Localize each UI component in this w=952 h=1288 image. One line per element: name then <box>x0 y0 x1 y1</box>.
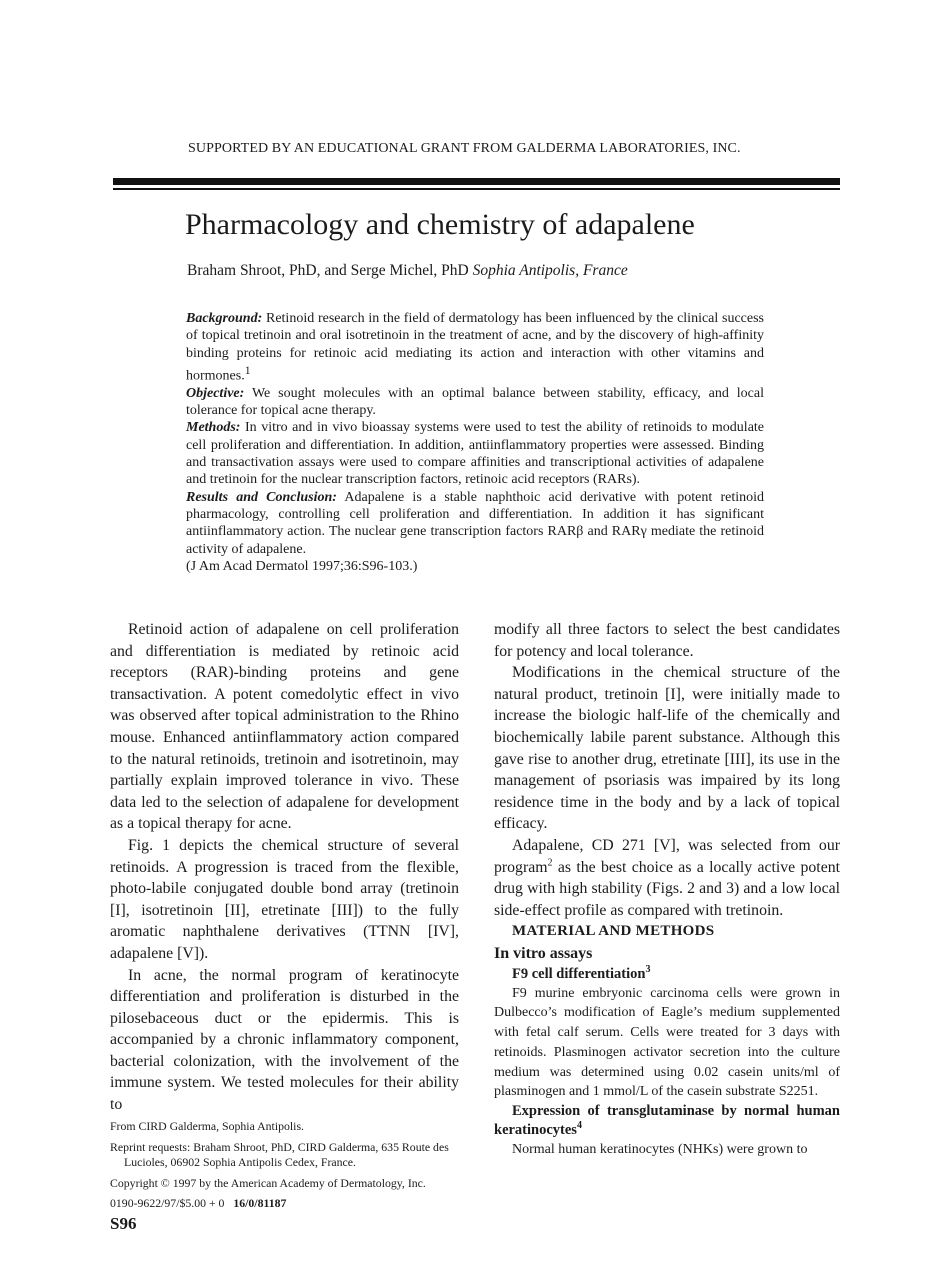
abstract <box>186 310 764 575</box>
footnotes <box>110 1119 460 1217</box>
results-label: Results and Conclusion: <box>186 489 337 505</box>
section-heading: MATERIAL AND METHODS <box>512 923 715 940</box>
page-number: S96 <box>110 1214 137 1233</box>
transglutaminase-heading: Expression of transglutaminase by normal human keratinocytes$^4$ <box>494 1103 840 1139</box>
article-title: Pharmacology and chemistry of adapalene <box>185 208 695 241</box>
f9-paragraph: F9 murine embryonic carcinoma cells were grown in Dulbecco’s modification of Eagle’s medium supplemented with fetal calf serum. Cells were treated for 3 days with retinoids. Plasminogen activator secretion into the culture medium was determined using 0.02 casein units/ml of plasminogen and 1 mmol/L of the casein substrate S2251. <box>494 985 840 1100</box>
footnote-issn: 0190-9622/97/$5.00 + 0 16/0/81187 <box>110 1196 287 1211</box>
author-line <box>187 262 628 280</box>
body-paragraph: Fig. 1 depicts the chemical structure of several retinoids. A progression is traced from the flexible, photo-labile conjugated double bond array (tretinoin [I], isotretinoin [II], etretinate [III]) to the fully aromatic naphthalene derivatives (TTNN [IV], adapalene [V]). <box>110 836 459 962</box>
subsection-heading: In vitro assays <box>494 944 593 962</box>
body-paragraph: Modifications in the chemical structure of the natural product, tretinoin [I], were initially made to increase the biologic half-life of the chemically and biochemically labile parent substance. Although this gave rise to another drug, etretinate [III], its use in the management of psoriasis was impaired by its long residence time in the body and by a lack of topical efficacy. <box>494 664 840 833</box>
grant-banner: SUPPORTED BY AN EDUCATIONAL GRANT FROM GALDERMA LABORATORIES, INC. <box>188 141 741 156</box>
reference-marker: 4 <box>576 1120 582 1132</box>
body-paragraph: Retinoid action of adapalene on cell proliferation and differentiation is mediated by retinoic acid receptors (RAR)-binding proteins and gene transactivation. A potent comedolytic effect in vivo was observed after topical administration to the Rhino mouse. Enhanced antiinflammatory action compared to the natural retinoids, tretinoin and isotretinoin, may partially explain improved tolerance in vivo. These data led to the selection of adapalene for development as a topical therapy for acne. <box>110 621 459 833</box>
body-paragraph: modify all three factors to select the best candidates for potency and local tolerance. <box>494 621 840 660</box>
right-column <box>494 619 840 1160</box>
body-paragraph: In acne, the normal program of keratinocyte differentiation and proliferation is disturbed in the pilosebaceous duct or the epidermis. This is accompanied by a chronic inflammatory component, bacterial colonization, with the involvement of the immune system. We tested molecules for their ability to <box>110 966 459 1114</box>
header-rule-thin <box>113 188 840 190</box>
body-paragraph: Adapalene, CD 271 [V], was selected from our program$^2$ as the best choice as a locally active potent drug with high stability (Figs. 2 and 3) and a low local side-effect profile as compared with tretinoin. <box>494 836 840 919</box>
abstract-objective: Objective: We sought molecules with an optimal balance between stability, efficacy, and local tolerance for topical acne therapy. <box>186 385 765 419</box>
methods-label: Methods: <box>186 420 241 436</box>
background-label: Background: <box>186 311 263 326</box>
affiliation: Sophia Antipolis, France <box>472 262 628 279</box>
reference-marker: 2 <box>547 857 553 869</box>
abstract-results: Results and Conclusion: Adapalene is a stable naphthoic acid derivative with potent retinoid pharmacology, controlling cell proliferation and differentiation. In addition it has significant antiinflammatory action. The nuclear gene transcription factors RARβ and RARγ mediate the retinoid activity of adapalene. <box>186 489 764 557</box>
reference-marker: 3 <box>645 963 651 975</box>
authors: Braham Shroot, PhD, and Serge Michel, PhD <box>187 262 469 279</box>
article-code: 16/0/81187 <box>233 1196 287 1211</box>
abstract-background: Background: Retinoid research in the field of dermatology has been influenced by the clinical success of topical tretinoin and oral isotretinoin in the treatment of acne, and by the discovery of high-affinity binding proteins for retinoic acid mediating its action and interaction with other vitamins and hormones.$^1$ <box>186 311 764 384</box>
f9-heading: F9 cell differentiation$^3$ <box>512 963 651 982</box>
footnote-reprint: Reprint requests: Braham Shroot, PhD, CIRD Galderma, 635 Route des Lucioles, 06902 Sophia Antipolis Cedex, France. <box>110 1139 449 1170</box>
header-rule-thick <box>113 178 840 185</box>
reference-marker: 1 <box>244 363 251 377</box>
footnote-from: From CIRD Galderma, Sophia Antipolis. <box>110 1119 304 1133</box>
left-column <box>110 619 459 1116</box>
abstract-citation: (J Am Acad Dermatol 1997;36:S96-103.) <box>186 558 418 574</box>
abstract-methods: Methods: In vitro and in vivo bioassay systems were used to test the ability of retinoids to modulate cell proliferation and differentiation. In addition, antiinflammatory properties were assessed. Binding and transactivation assays were used to compare affinities and transcriptional activities of adapalene and tretinoin for the nuclear transcription factors, retinoic acid receptors (RARs). <box>186 420 765 488</box>
transglutaminase-paragraph: Normal human keratinocytes (NHKs) were grown to <box>512 1142 808 1158</box>
objective-label: Objective: <box>186 385 245 401</box>
footnote-copyright: Copyright © 1997 by the American Academy of Dermatology, Inc. <box>110 1175 426 1190</box>
